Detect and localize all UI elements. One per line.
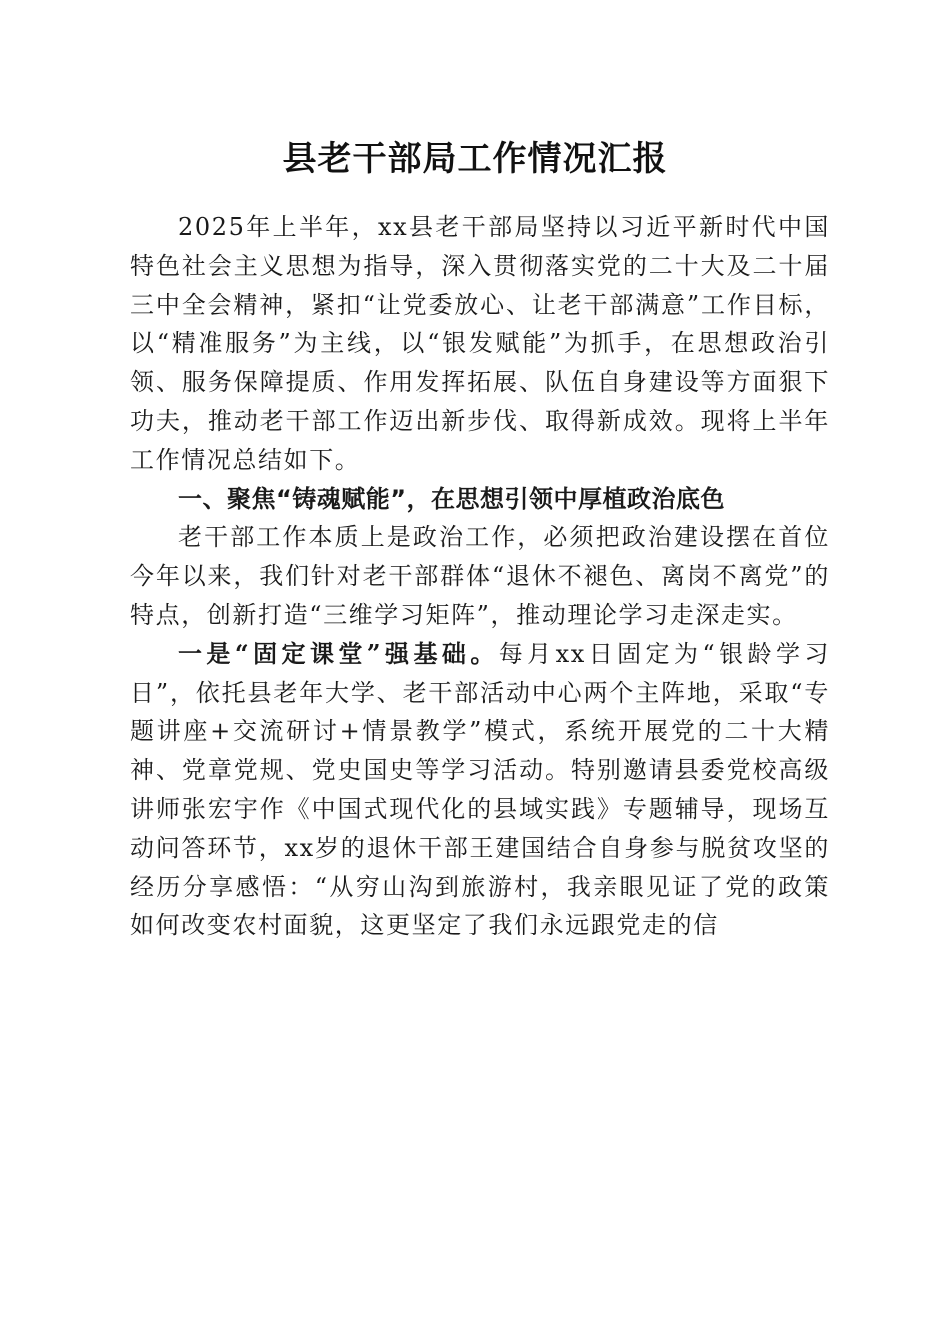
section-paragraph: 老干部工作本质上是政治工作，必须把政治建设摆在首位今年以来，我们针对老干部群体“退休不褪色、离岗不离党”的特点，创新打造“三维学习矩阵”，推动理论学习走深走实。 <box>130 523 830 629</box>
document-body <box>130 208 830 945</box>
item-lead: 一是“固定课堂”强基础。 <box>178 638 499 668</box>
section-heading: 一、聚焦“铸魂赋能”，在思想引领中厚植政治底色 <box>178 484 726 513</box>
document-title: 县老干部局工作情况汇报 <box>282 139 668 179</box>
item-paragraph <box>130 635 830 945</box>
item-text: 每月xx日固定为“银龄学习日”，依托县老年大学、老干部活动中心两个主阵地，采取“专题讲座+交流研讨+情景教学”模式，系统开展党的二十大精神、党章党规、党史国史等学习活动。特别邀请县委党校高级讲师张宏宇作《中国式现代化的县域实践》专题辅导，现场互动问答环节，xx岁的退休干部王建国结合自身参与脱贫攻坚的经历分享感悟：“从穷山沟到旅游村，我亲眼见证了党的政策如何改变农村面貌，这更坚定了我们永远跟党走的信 <box>130 639 830 940</box>
intro-paragraph: 2025年上半年，xx县老干部局坚持以习近平新时代中国特色社会主义思想为指导，深入贯彻落实党的二十大及二十届三中全会精神，紧扣“让党委放心、让老干部满意”工作目标，以“精准服务”为主线，以“银发赋能”为抓手，在思想政治引领、服务保障提质、作用发挥拓展、队伍自身建设等方面狠下功夫，推动老干部工作迈出新步伐、取得新成效。现将上半年工作情况总结如下。 <box>130 213 830 474</box>
